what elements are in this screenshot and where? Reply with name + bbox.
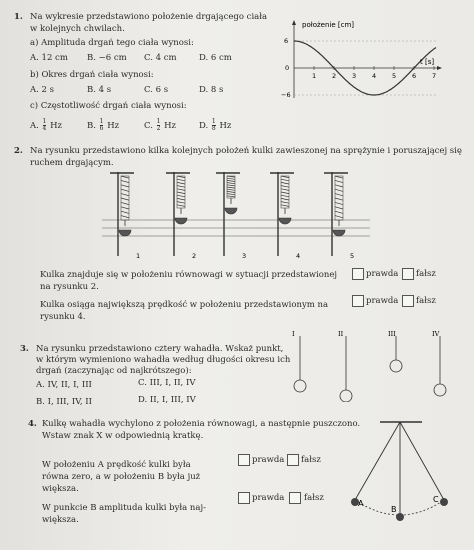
graph-y-label: położenie [cm] [302, 21, 355, 29]
q1c-opt-d-unit: Hz [219, 121, 232, 131]
q1c-opt-c-unit: Hz [164, 121, 177, 131]
q1c-opt-b-num: 1 [99, 118, 104, 125]
q1-position-graph [280, 18, 470, 100]
q4-text-line1: Kulkę wahadła wychylono z położenia równowagi, a następnie puszczono. [42, 419, 361, 429]
q1c-opt-b [87, 119, 119, 132]
q2-s1-true-label: prawda [366, 269, 399, 279]
spring-coil [227, 180, 235, 181]
spring-coil [121, 189, 129, 191]
graph-y-arrow [292, 20, 296, 25]
q3-opt-c: C. III, I, II, IV [138, 378, 196, 388]
pendulum-label: IV [432, 330, 440, 338]
graph-ytick-minus6: −6 [281, 91, 291, 99]
q4-ball-b [396, 513, 404, 521]
q1c-label: c) Częstotliwość drgań ciała wynosi: [30, 101, 187, 111]
q4-s2-true-label: prawda [252, 493, 285, 503]
spring-coil [281, 198, 289, 200]
spring-coil [177, 189, 185, 191]
graph-xtick-label: 6 [412, 72, 417, 80]
q1-text-line1: Na wykresie przedstawiono położenie drgającego ciała [30, 12, 268, 22]
spring-coil [227, 189, 235, 190]
spring-ball [333, 230, 345, 236]
q4-number: 4. [28, 419, 37, 429]
graph-xtick-label: 7 [432, 72, 437, 80]
q4-statement1-line3: większa. [42, 484, 79, 494]
spring-ball [175, 218, 187, 224]
graph-xtick-label: 5 [392, 72, 397, 80]
q4-statement2-line2: większa. [42, 515, 79, 525]
q1c-opt-c [144, 119, 176, 132]
graph-xtick-label: 2 [332, 72, 337, 80]
spring-coil [177, 205, 185, 207]
q2-statement2-line1: Kulka osiąga największą prędkość w położeniu przedstawionym na [40, 300, 329, 310]
q2-text-line1: Na rysunku przedstawiono kilka kolejnych położeń kulki zawieszonej na sprężynie i poruszającej się [30, 146, 462, 156]
q1c-opt-a-unit: Hz [50, 121, 62, 131]
q2-text-line2: ruchem drgającym. [30, 158, 114, 168]
spring-coil [335, 185, 343, 187]
q4-s2-false-checkbox[interactable] [289, 492, 301, 504]
q1a-opt-a: A. 12 cm [30, 53, 68, 63]
spring-coil [121, 216, 129, 218]
q1b-opt-b: B. 4 s [87, 85, 112, 95]
q1c-opt-c-num: 1 [156, 118, 161, 125]
q4-string-c [400, 422, 444, 500]
q1-number: 1. [14, 12, 23, 22]
spring-coil [177, 179, 185, 181]
spring-coil [177, 192, 185, 194]
q2-spring-figure [100, 170, 380, 262]
graph-ytick-6: 6 [284, 37, 289, 45]
spring-coil [227, 185, 235, 186]
spring-coil [177, 186, 185, 188]
q1a-opt-c: C. 4 cm [144, 53, 177, 63]
spring-coil [121, 176, 129, 178]
q1c-opt-a-letter: A. [30, 121, 39, 131]
q4-label-a: A [358, 499, 364, 508]
spring-coil [121, 198, 129, 200]
spring-coil [177, 198, 185, 200]
graph-xticks [312, 72, 436, 80]
q4-s2-true-checkbox[interactable] [238, 492, 250, 504]
q2-s2-false-checkbox[interactable] [402, 295, 414, 307]
spring-coil [281, 182, 289, 184]
q4-text-line2: Wstaw znak X w odpowiednią kratkę. [42, 431, 204, 441]
graph-xtick-label: 4 [372, 72, 377, 80]
spring-labels [136, 252, 354, 260]
q1b-opt-a: A. 2 s [30, 85, 55, 95]
spring-coil [281, 179, 289, 181]
spring-coil [227, 194, 235, 195]
graph-xtick-label: 3 [352, 72, 357, 80]
q2-s1-true-checkbox[interactable] [352, 268, 364, 280]
pendulum-label: I [292, 330, 295, 338]
q1c-opt-c-den: 2 [156, 125, 161, 132]
q1c-opt-d-den: 8 [211, 125, 216, 132]
q3-text-line2: w którym wymieniono wahadła według długości okresu ich [36, 355, 291, 365]
q3-text-line1: Na rysunku przedstawiono cztery wahadła. Wskaż punkt, [36, 344, 284, 354]
q1a-opt-b: B. −6 cm [87, 53, 127, 63]
q1c-opt-d-num: 1 [211, 118, 216, 125]
spring-label: 1 [136, 252, 141, 260]
graph-x-label: t [s] [420, 58, 435, 66]
q4-string-a [355, 422, 400, 500]
q4-arc [355, 500, 444, 515]
pendulum-label: II [338, 330, 344, 338]
spring-coil [335, 216, 343, 218]
q1c-opt-b-fraction [100, 119, 104, 132]
q1-text-line2: w kolejnych chwilach. [30, 24, 125, 34]
q1c-opt-a [30, 119, 62, 132]
spring-coil [177, 202, 185, 204]
spring-coil [281, 202, 289, 204]
q1c-opt-c-fraction [157, 119, 161, 132]
q2-statement1-line2: na rysunku 2. [40, 282, 99, 292]
spring-coil [281, 189, 289, 191]
q2-statement1-line1: Kulka znajduje się w położeniu równowagi w sytuacji przedstawionej [40, 270, 338, 280]
q3-pendulums-figure [282, 326, 452, 402]
q1c-opt-d [199, 119, 231, 132]
pendulum-bob [294, 380, 306, 392]
spring-label: 5 [350, 252, 355, 260]
q1b-label: b) Okres drgań ciała wynosi: [30, 70, 154, 80]
spring-label: 4 [296, 252, 301, 260]
q4-s1-false-checkbox[interactable] [287, 454, 299, 466]
pendulum-bob [340, 390, 352, 402]
q1c-opt-a-num: 1 [42, 118, 47, 125]
q4-ball-c [440, 498, 448, 506]
q1b-opt-c: C. 6 s [144, 85, 169, 95]
q1c-opt-b-unit: Hz [107, 121, 120, 131]
spring-coil [281, 186, 289, 188]
q2-s2-true-checkbox[interactable] [352, 295, 364, 307]
spring-label: 2 [192, 252, 197, 260]
q2-s1-false-label: fałsz [416, 269, 436, 279]
spring-coil [121, 202, 129, 204]
q2-s2-true-label: prawda [366, 296, 399, 306]
q1c-opt-a-fraction [43, 119, 47, 132]
spring-coil [121, 211, 129, 213]
spring-label: 3 [242, 252, 247, 260]
graph-ytick-0: 0 [285, 64, 290, 72]
q2-s2-false-label: fałsz [416, 296, 436, 306]
q4-statement1-line2: równa zero, a w położeniu B była już [42, 472, 201, 482]
q2-number: 2. [14, 146, 23, 156]
spring-ball [225, 208, 237, 214]
spring-coil [281, 192, 289, 194]
spring-coil [121, 194, 129, 196]
q3-opt-a: A. IV, II, I, III [36, 380, 92, 390]
q4-statement1-line1: W położeniu A prędkość kulki była [42, 460, 191, 470]
spring-coil [335, 194, 343, 196]
pendulum-bob [434, 384, 446, 396]
spring-coil [281, 195, 289, 197]
pendulum-bob [390, 360, 402, 372]
spring-coil [121, 185, 129, 187]
q1c-opt-b-den: 6 [99, 125, 104, 132]
q1c-opt-d-fraction [212, 119, 216, 132]
q2-s1-false-checkbox[interactable] [402, 268, 414, 280]
spring-coil [177, 195, 185, 197]
graph-x-arrow [437, 66, 442, 70]
q4-s1-false-label: fałsz [301, 455, 321, 465]
spring-coil [335, 211, 343, 213]
q1a-opt-d: D. 6 cm [199, 53, 232, 63]
spring-coil [335, 207, 343, 209]
spring-ball [119, 230, 131, 236]
spring-coil [121, 207, 129, 209]
pendulums-group [292, 330, 446, 402]
q1c-opt-d-letter: D. [199, 121, 209, 131]
pendulum-label: III [388, 330, 396, 338]
q3-number: 3. [20, 344, 29, 354]
spring-coil [227, 196, 235, 197]
q4-s1-true-label: prawda [252, 455, 285, 465]
spring-ball [279, 218, 291, 224]
spring-coil [335, 198, 343, 200]
q4-label-b: B [391, 505, 397, 514]
spring-coil [335, 189, 343, 191]
q4-pendulum-figure [340, 420, 470, 530]
q4-statement2-line1: W punkcie B amplituda kulki była naj- [42, 503, 206, 513]
q4-s2-false-label: fałsz [304, 493, 324, 503]
q3-opt-d: D. II, I, III, IV [138, 395, 196, 405]
spring-coil [227, 187, 235, 188]
spring-coil [121, 180, 129, 182]
spring-coil [335, 202, 343, 204]
graph-xtick-label: 1 [312, 72, 317, 80]
q1b-opt-d: D. 8 s [199, 85, 224, 95]
spring-coil [335, 176, 343, 178]
springs-group [110, 172, 348, 256]
q1c-opt-c-letter: C. [144, 121, 153, 131]
q1c-opt-b-letter: B. [87, 121, 96, 131]
q4-label-c: C [433, 495, 439, 504]
spring-coil [281, 205, 289, 207]
q3-text-line3: drgań (zaczynając od najkrótszego): [36, 366, 192, 376]
q1c-opt-a-den: 4 [42, 125, 47, 132]
spring-coil [335, 180, 343, 182]
spring-coil [227, 178, 235, 179]
spring-coil [227, 183, 235, 184]
q4-s1-true-checkbox[interactable] [238, 454, 250, 466]
q2-statement2-line2: rysunku 4. [40, 312, 86, 322]
q3-opt-b: B. I, III, IV, II [36, 397, 93, 407]
spring-coil [177, 182, 185, 184]
q1a-label: a) Amplituda drgań tego ciała wynosi: [30, 38, 194, 48]
spring-coil [227, 191, 235, 192]
